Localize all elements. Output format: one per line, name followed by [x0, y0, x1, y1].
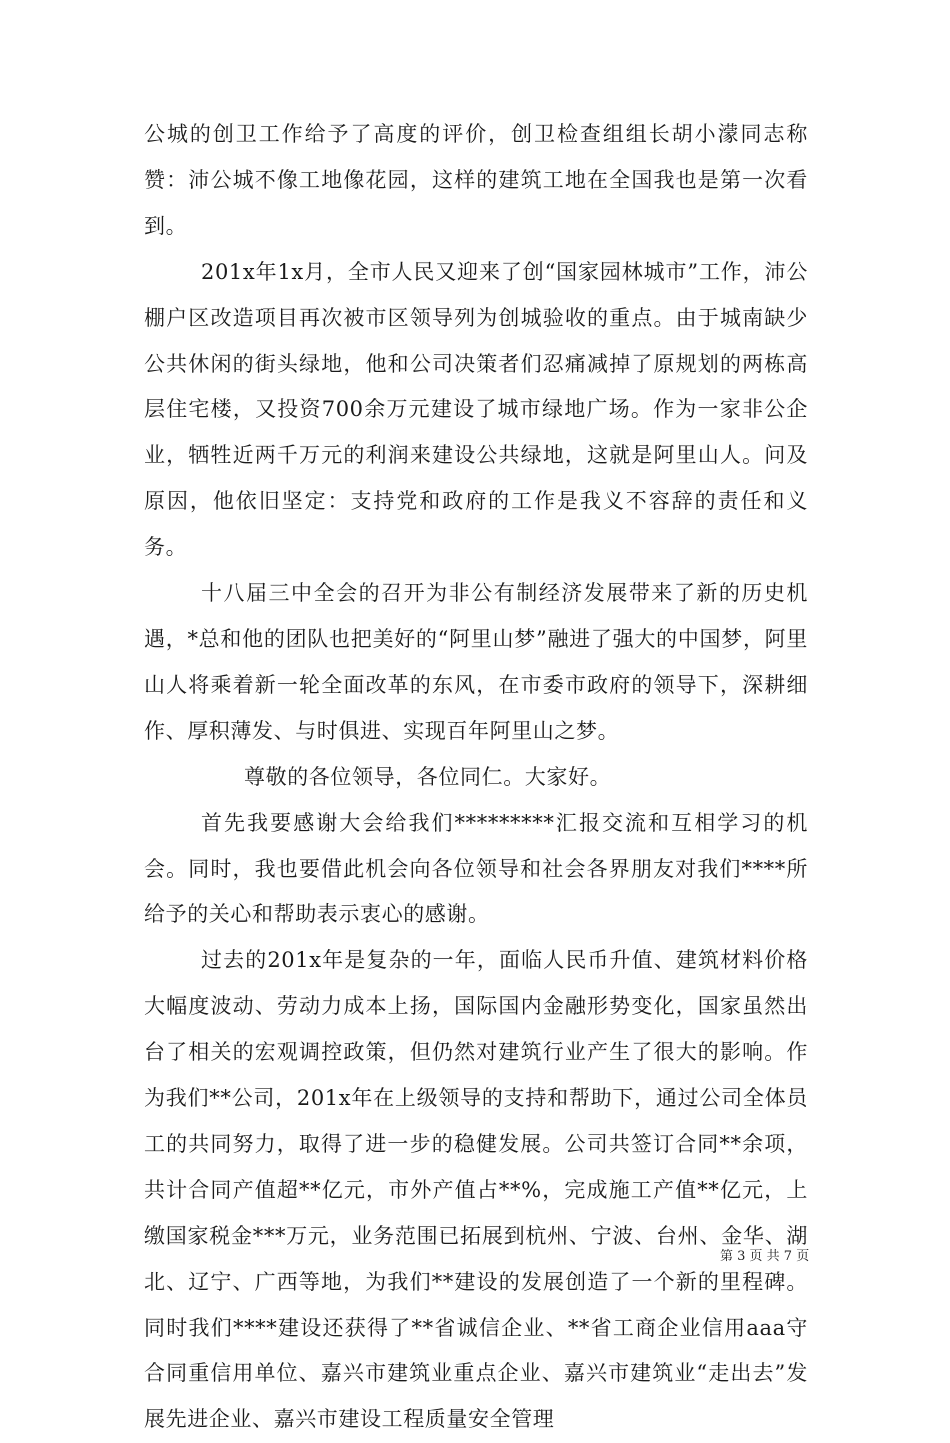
paragraph-greeting: 尊敬的各位领导，各位同仁。大家好。: [244, 764, 612, 789]
paragraph-thanks: 首先我要感谢大会给我们*********汇报交流和互相学习的机会。同时，我也要借此机会向各位领导和社会各界朋友对我们****所给予的关心和帮助表示衷心的感谢。: [144, 810, 808, 927]
paragraph-continuation: 公城的创卫工作给予了高度的评价，创卫检查组组长胡小濛同志称赞：沛公城不像工地像花园，这样的建筑工地在全国我也是第一次看到。: [144, 122, 808, 238]
paragraph-third-plenum: 十八届三中全会的召开为非公有制经济发展带来了新的历史机遇，*总和他的团队也把美好的“阿里山梦”融进了强大的中国梦，阿里山人将乘着新一轮全面改革的东风，在市委市政府的领导下，深耕细作、厚积薄发、与时俱进、实现百年阿里山之梦。: [144, 581, 808, 743]
paragraph-year-review: 过去的201x年是复杂的一年，面临人民币升值、建筑材料价格大幅度波动、劳动力成本上扬，国际国内金融形势变化，国家虽然出台了相关的宏观调控政策，但仍然对建筑行业产生了很大的影响。作为我们**公司，201x年在上级领导的支持和帮助下，通过公司全体员工的共同努力，取得了进一步的稳健发展。公司共签订合同**余项，共计合同产值超**亿元，市外产值占**%，完成施工产值**亿元，上缴国家税金***万元，业务范围已拓展到杭州、宁波、台州、金华、湖北、辽宁、广西等地，为我们**建设的发展创造了一个新的里程碑。同时我们****建设还获得了**省诚信企业、**省工商企业信用aaa守合同重信用单位、嘉兴市建筑业重点企业、嘉兴市建筑业“走出去”发展先进企业、嘉兴市建设工程质量安全管理: [144, 948, 808, 1432]
paragraph-garden-city: 201x年1x月，全市人民又迎来了创“国家园林城市”工作，沛公棚户区改造项目再次被市区领导列为创城验收的重点。由于城南缺少公共休闲的街头绿地，他和公司决策者们忍痛减掉了原规划的两栋高层住宅楼，又投资700余万元建设了城市绿地广场。作为一家非公企业，牺牲近两千万元的利润来建设公共绿地，这就是阿里山人。问及原因，他依旧坚定：支持党和政府的工作是我义不容辞的责任和义务。: [144, 259, 808, 560]
page-number-footer: 第 3 页 共 7 页: [720, 1249, 810, 1264]
document-body: [144, 112, 808, 1443]
